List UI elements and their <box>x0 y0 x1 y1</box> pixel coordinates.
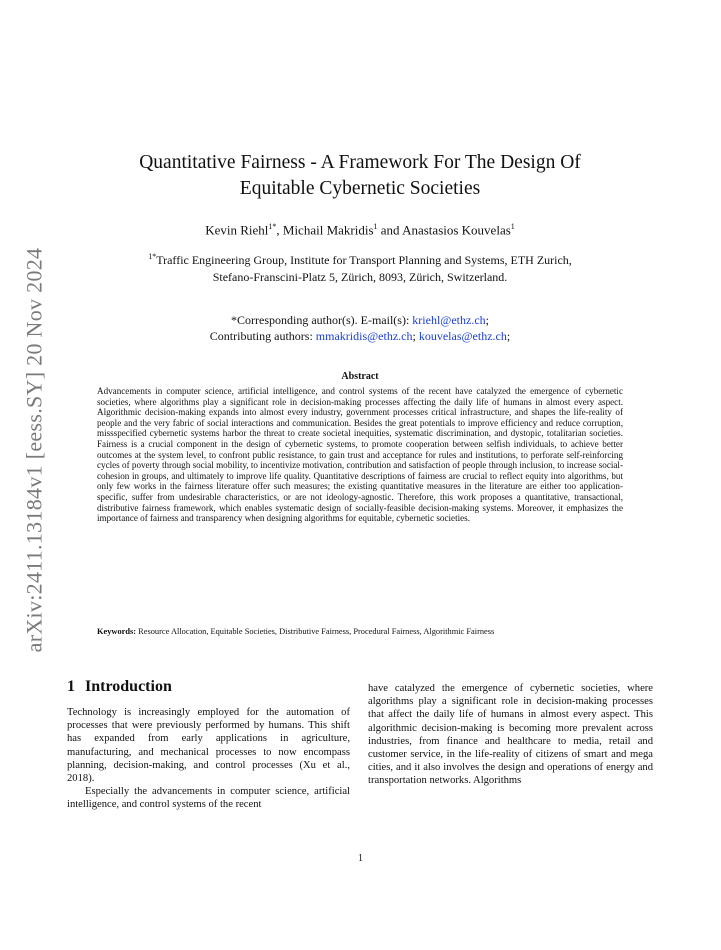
abstract-body: Advancements in computer science, artificial intelligence, and control systems of the recent have catalyzed the emergence of cybernetic societies, where algorithms play a significant role in decision-making processes affecting the daily life of humans in almost every aspect. Algorithmic decision-making expands into almost every industry, government processes critical infrastructure, and shapes the life-reality of people and the very fabric of social interactions and communication. Besides the great potentials to improve efficiency and reduce corruption, missspecified cybernetic systems harbor the threat to create societal inequities, systematic discrimination, and dystopic, totalitarian societies. Fairness is a crucial component in the design of cybernetic systems, to promote cooperation between selfish individuals, to achieve better outcomes at the system level, to confront public resistance, to gain trust and acceptance for rules and institutions, to perforate self-reinforcing cycles of poverty through social mobility, to incentivize motivation, contribution and satisfaction of people through inclusion, to increase social-cohesion in groups, and ultimately to improve life quality. Quantitative descriptions of fairness are crucial to reflect equity into algorithms, but only few works in the fairness literature offer such measures; the existing quantitative measures in the literature are either too application-specific, suffer from undesirable characteristics, or are not ideology-agnostic. Therefore, this work proposes a quantitative, transactional, distributive fairness framework, which enables systematic design of socially-feasible decision-making systems. Moreover, it emphasizes the importance of fairness and transparency when designing algorithms for equitable, cybernetic societies. <box>97 386 623 524</box>
title-line-1: Quantitative Fairness - A Framework For The Design Of <box>139 152 581 173</box>
section-heading <box>67 678 172 696</box>
punct: ; <box>506 329 511 343</box>
author-affil-mark: 1 <box>510 222 515 231</box>
corresponding-label: *Corresponding author(s). E-mail(s): <box>231 313 413 327</box>
paragraph: Technology is increasingly employed for the automation of processes that were previously performed by humans. This shift has expanded from early applications in agriculture, manufacturing, and mechanical processes to now encompass planning, decision-making, and control processes (Xu et al., 2018). <box>67 707 350 785</box>
contributor-email-link[interactable]: kouvelas@ethz.ch <box>418 329 507 343</box>
contributing-authors-line <box>90 328 630 344</box>
author-affil-mark: 1 <box>373 222 378 231</box>
author-separator: and <box>377 222 403 238</box>
keywords <box>97 627 623 636</box>
arxiv-identifier: arXiv:2411.13184v1 [eess.SY] 20 Nov 2024 <box>21 247 47 653</box>
paragraph: Especially the advancements in computer science, artificial intelligence, and control systems of the recent <box>67 786 350 811</box>
affiliation-line-1: Traffic Engineering Group, Institute for Transport Planning and Systems, ETH Zurich, <box>156 253 572 267</box>
keywords-label: Keywords: <box>97 627 137 636</box>
abstract-heading: Abstract <box>341 371 379 382</box>
affiliation-mark: 1* <box>148 252 157 261</box>
arxiv-watermark <box>14 240 54 660</box>
right-column <box>368 682 653 788</box>
corresponding-author-line <box>90 312 630 328</box>
affiliation <box>90 248 630 286</box>
affiliation-line-2: Stefano-Franscini-Platz 5, Zürich, 8093, Zürich, Switzerland. <box>212 270 508 284</box>
contact-info <box>90 312 630 344</box>
author-affil-mark: 1* <box>268 222 277 231</box>
punct: ; <box>485 313 489 327</box>
title-line-2: Equitable Cybernetic Societies <box>239 178 481 199</box>
contributor-email-link[interactable]: mmakridis@ethz.ch <box>315 329 413 343</box>
page-number: 1 <box>358 853 363 864</box>
author-name: Kevin Riehl <box>205 222 269 238</box>
section-title: Introduction <box>85 678 172 695</box>
author-list <box>90 222 630 238</box>
punct: ; <box>412 329 419 343</box>
author-name: Michail Makridis <box>282 222 374 238</box>
corresponding-email-link[interactable]: kriehl@ethz.ch <box>412 313 486 327</box>
section-number: 1 <box>67 678 75 695</box>
paragraph: have catalyzed the emergence of cybernetic societies, where algorithms play a significant role in decision-making processes that affect the daily life of humans in almost every aspect. This algorithmic decision-making is becoming more prevalent across industries, from finance and healthcare to media, retail and customer service, in the life-reality of citizens of smart and mega cities, and it also involves the design and operations of energy and transportation networks. Algorithms <box>368 683 653 787</box>
paper-title <box>90 150 630 202</box>
contributing-label: Contributing authors: <box>209 329 316 343</box>
author-separator: , <box>276 222 283 238</box>
keywords-list: Resource Allocation, Equitable Societies, Distributive Fairness, Procedural Fairness, Algorithmic Fairness <box>136 627 495 636</box>
left-column <box>67 706 350 812</box>
author-name: Anastasios Kouvelas <box>402 222 511 238</box>
